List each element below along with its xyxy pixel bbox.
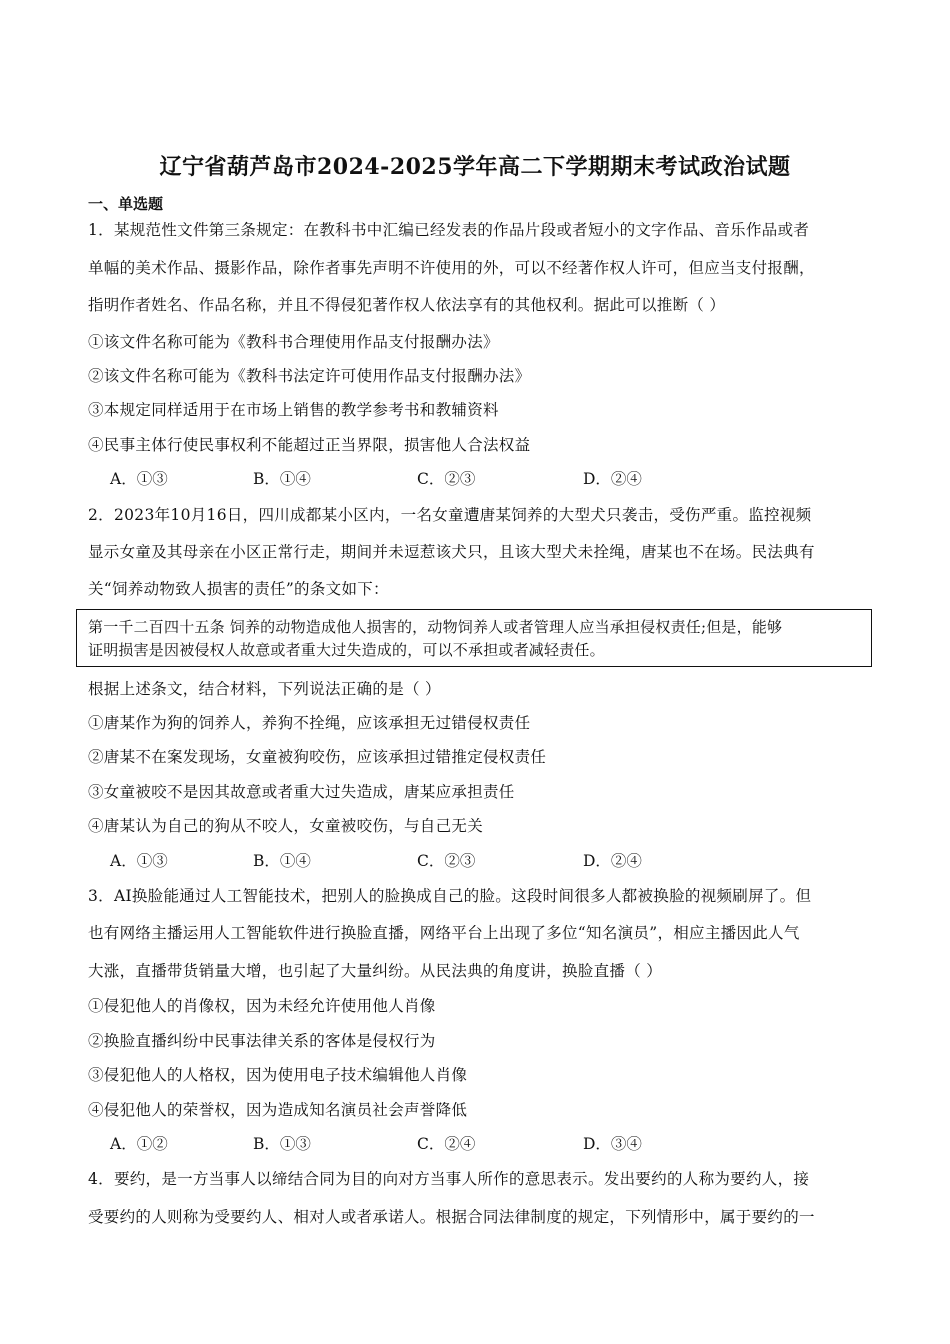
q1-stem-line: 指明作者姓名、作品名称，并且不得侵犯著作权人依法享有的其他权利。据此可以推断（ ） bbox=[88, 296, 726, 314]
q2-option-a[interactable]: A．①③ bbox=[110, 852, 168, 870]
q2-prompt: 根据上述条文，结合材料，下列说法正确的是（ ） bbox=[88, 680, 441, 698]
q3-options bbox=[110, 1132, 870, 1154]
law-quote-line: 证明损害是因被侵权人故意或者重大过失造成的，可以不承担或者减轻责任。 bbox=[88, 641, 605, 659]
q1-option-d[interactable]: D．②④ bbox=[583, 470, 642, 488]
q3-option-d[interactable]: D．③④ bbox=[583, 1135, 642, 1153]
q1-item: ①该文件名称可能为《教科书合理使用作品支付报酬办法》 bbox=[88, 333, 499, 351]
q1-item: ②该文件名称可能为《教科书法定许可使用作品支付报酬办法》 bbox=[88, 367, 531, 385]
q1-option-b[interactable]: B．①④ bbox=[253, 470, 311, 488]
q2-option-b[interactable]: B．①④ bbox=[253, 852, 311, 870]
q2-stem-line: 显示女童及其母亲在小区正常行走，期间并未逗惹该犬只，且该大型犬未拴绳，唐某也不在场。民法典有 bbox=[88, 543, 815, 561]
q2-item: ③女童被咬不是因其故意或者重大过失造成，唐某应承担责任 bbox=[88, 783, 515, 801]
q2-stem-line: 关“饲养动物致人损害的责任”的条文如下： bbox=[88, 580, 389, 598]
q2-item: ①唐某作为狗的饲养人，养狗不拴绳，应该承担无过错侵权责任 bbox=[88, 714, 531, 732]
law-quote-line: 第一千二百四十五条 饲养的动物造成他人损害的，动物饲养人或者管理人应当承担侵权责任;但是，能够 bbox=[88, 618, 783, 636]
exam-title: 辽宁省葫芦岛市2024-2025学年高二下学期期末考试政治试题 bbox=[159, 154, 791, 180]
q1-option-c[interactable]: C．②③ bbox=[417, 470, 476, 488]
q3-option-b[interactable]: B．①③ bbox=[253, 1135, 311, 1153]
q2-item: ②唐某不在案发现场，女童被狗咬伤，应该承担过错推定侵权责任 bbox=[88, 748, 547, 766]
q2-options bbox=[110, 849, 870, 871]
q3-item: ①侵犯他人的肖像权，因为未经允许使用他人肖像 bbox=[88, 997, 436, 1015]
q3-stem-line: 大涨，直播带货销量大增，也引起了大量纠纷。从民法典的角度讲，换脸直播（ ） bbox=[88, 962, 663, 980]
q2-stem-line: 2．2023年10月16日，四川成都某小区内，一名女童遭唐某饲养的大型犬只袭击，受伤严重。监控视频 bbox=[88, 506, 812, 524]
q1-item: ③本规定同样适用于在市场上销售的教学参考书和教辅资料 bbox=[88, 401, 499, 419]
q3-option-a[interactable]: A．①② bbox=[110, 1135, 168, 1153]
section-heading: 一、单选题 bbox=[88, 195, 164, 213]
q2-option-d[interactable]: D．②④ bbox=[583, 852, 642, 870]
q3-stem-line: 3．AI换脸能通过人工智能技术，把别人的脸换成自己的脸。这段时间很多人都被换脸的视频刷屏了。但 bbox=[88, 887, 812, 905]
law-quote-box bbox=[76, 609, 872, 667]
q2-option-c[interactable]: C．②③ bbox=[417, 852, 476, 870]
q3-item: ③侵犯他人的人格权，因为使用电子技术编辑他人肖像 bbox=[88, 1066, 468, 1084]
q3-stem-line: 也有网络主播运用人工智能软件进行换脸直播，网络平台上出现了多位“知名演员”，相应主播因此人气 bbox=[88, 924, 800, 942]
q2-item: ④唐某认为自己的狗从不咬人，女童被咬伤，与自己无关 bbox=[88, 817, 484, 835]
q3-option-c[interactable]: C．②④ bbox=[417, 1135, 476, 1153]
q4-stem-line: 4．要约，是一方当事人以缔结合同为目的向对方当事人所作的意思表示。发出要约的人称为要约人，接 bbox=[88, 1170, 810, 1188]
q1-stem-line: 1．某规范性文件第三条规定：在教科书中汇编已经发表的作品片段或者短小的文字作品、音乐作品或者 bbox=[88, 221, 810, 239]
q1-stem-line: 单幅的美术作品、摄影作品，除作者事先声明不许使用的外，可以不经著作权人许可，但应当支付报酬， bbox=[88, 259, 815, 277]
q3-item: ④侵犯他人的荣誉权，因为造成知名演员社会声誉降低 bbox=[88, 1101, 468, 1119]
q1-option-a[interactable]: A．①③ bbox=[110, 470, 168, 488]
q1-options bbox=[110, 467, 870, 489]
q1-item: ④民事主体行使民事权利不能超过正当界限，损害他人合法权益 bbox=[88, 436, 531, 454]
q4-stem-line: 受要约的人则称为受要约人、相对人或者承诺人。根据合同法律制度的规定，下列情形中，属于要约的一 bbox=[88, 1208, 815, 1226]
q3-item: ②换脸直播纠纷中民事法律关系的客体是侵权行为 bbox=[88, 1032, 436, 1050]
